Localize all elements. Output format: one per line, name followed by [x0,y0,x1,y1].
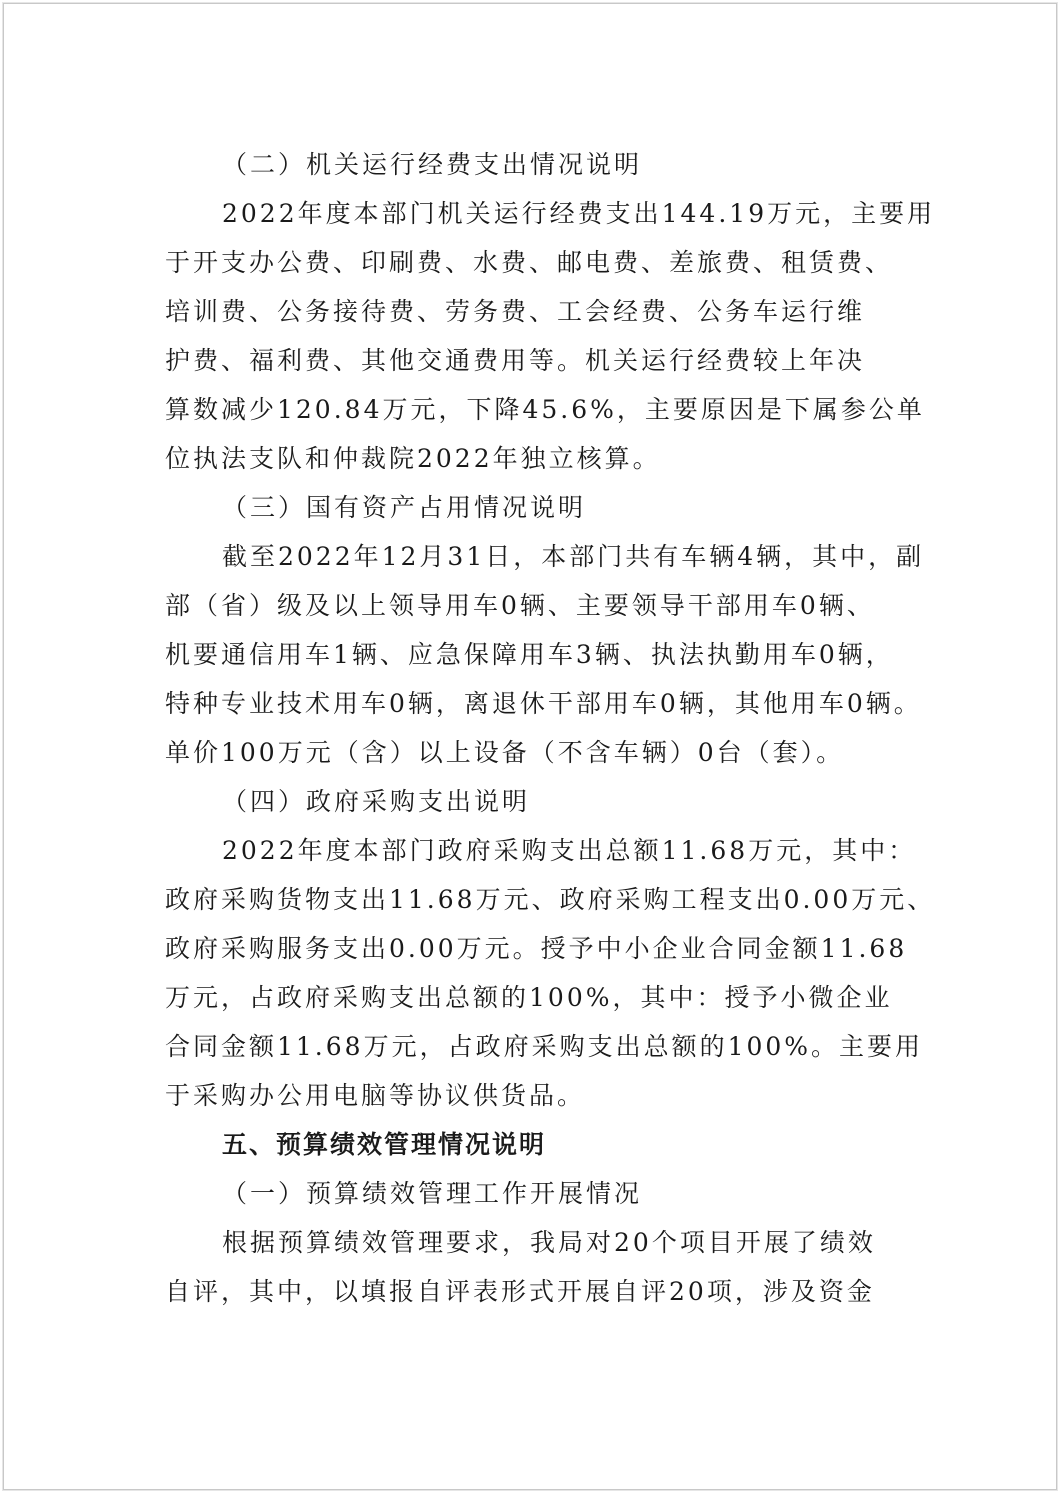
paragraph-line: 合同金额11.68万元，占政府采购支出总额的100%。主要用 [165,1032,924,1061]
paragraph-line: 2022年度本部门机关运行经费支出144.19万元，主要用 [222,199,936,228]
chapter-heading-performance: 五、预算绩效管理情况说明 [222,1130,547,1159]
paragraph-line: 护费、福利费、其他交通费用等。机关运行经费较上年决 [165,346,866,375]
paragraph-line: 算数减少120.84万元，下降45.6%，主要原因是下属参公单 [165,395,925,424]
section-heading-performance-work: （一）预算绩效管理工作开展情况 [222,1179,643,1208]
paragraph-line: 机要通信用车1辆、应急保障用车3辆、执法执勤用车0辆， [165,640,894,669]
paragraph-line: 位执法支队和仲裁院2022年独立核算。 [165,444,661,473]
paragraph-line: 于采购办公用电脑等协议供货品。 [165,1081,586,1110]
paragraph-line: 万元，占政府采购支出总额的100%，其中：授予小微企业 [165,983,893,1012]
paragraph-line: 2022年度本部门政府采购支出总额11.68万元，其中： [222,836,917,865]
section-heading-state-assets: （三）国有资产占用情况说明 [222,493,587,522]
paragraph-line: 于开支办公费、印刷费、水费、邮电费、差旅费、租赁费、 [165,248,894,277]
paragraph-line: 政府采购服务支出0.00万元。授予中小企业合同金额11.68 [165,934,908,963]
section-heading-admin-expenses: （二）机关运行经费支出情况说明 [222,150,643,179]
paragraph-line: 培训费、公务接待费、劳务费、工会经费、公务车运行维 [165,297,866,326]
paragraph-line: 截至2022年12月31日，本部门共有车辆4辆，其中，副 [222,542,925,571]
paragraph-line: 根据预算绩效管理要求，我局对20个项目开展了绩效 [222,1228,876,1257]
section-heading-procurement: （四）政府采购支出说明 [222,787,531,816]
paragraph-line: 政府采购货物支出11.68万元、政府采购工程支出0.00万元、 [165,885,936,914]
paragraph-line: 单价100万元（含）以上设备（不含车辆）0台（套）。 [165,738,845,767]
paragraph-line: 自评，其中，以填报自评表形式开展自评20项，涉及资金 [165,1277,875,1306]
paragraph-line: 特种专业技术用车0辆，离退休干部用车0辆，其他用车0辆。 [165,689,922,718]
paragraph-line: 部（省）级及以上领导用车0辆、主要领导干部用车0辆、 [165,591,875,620]
